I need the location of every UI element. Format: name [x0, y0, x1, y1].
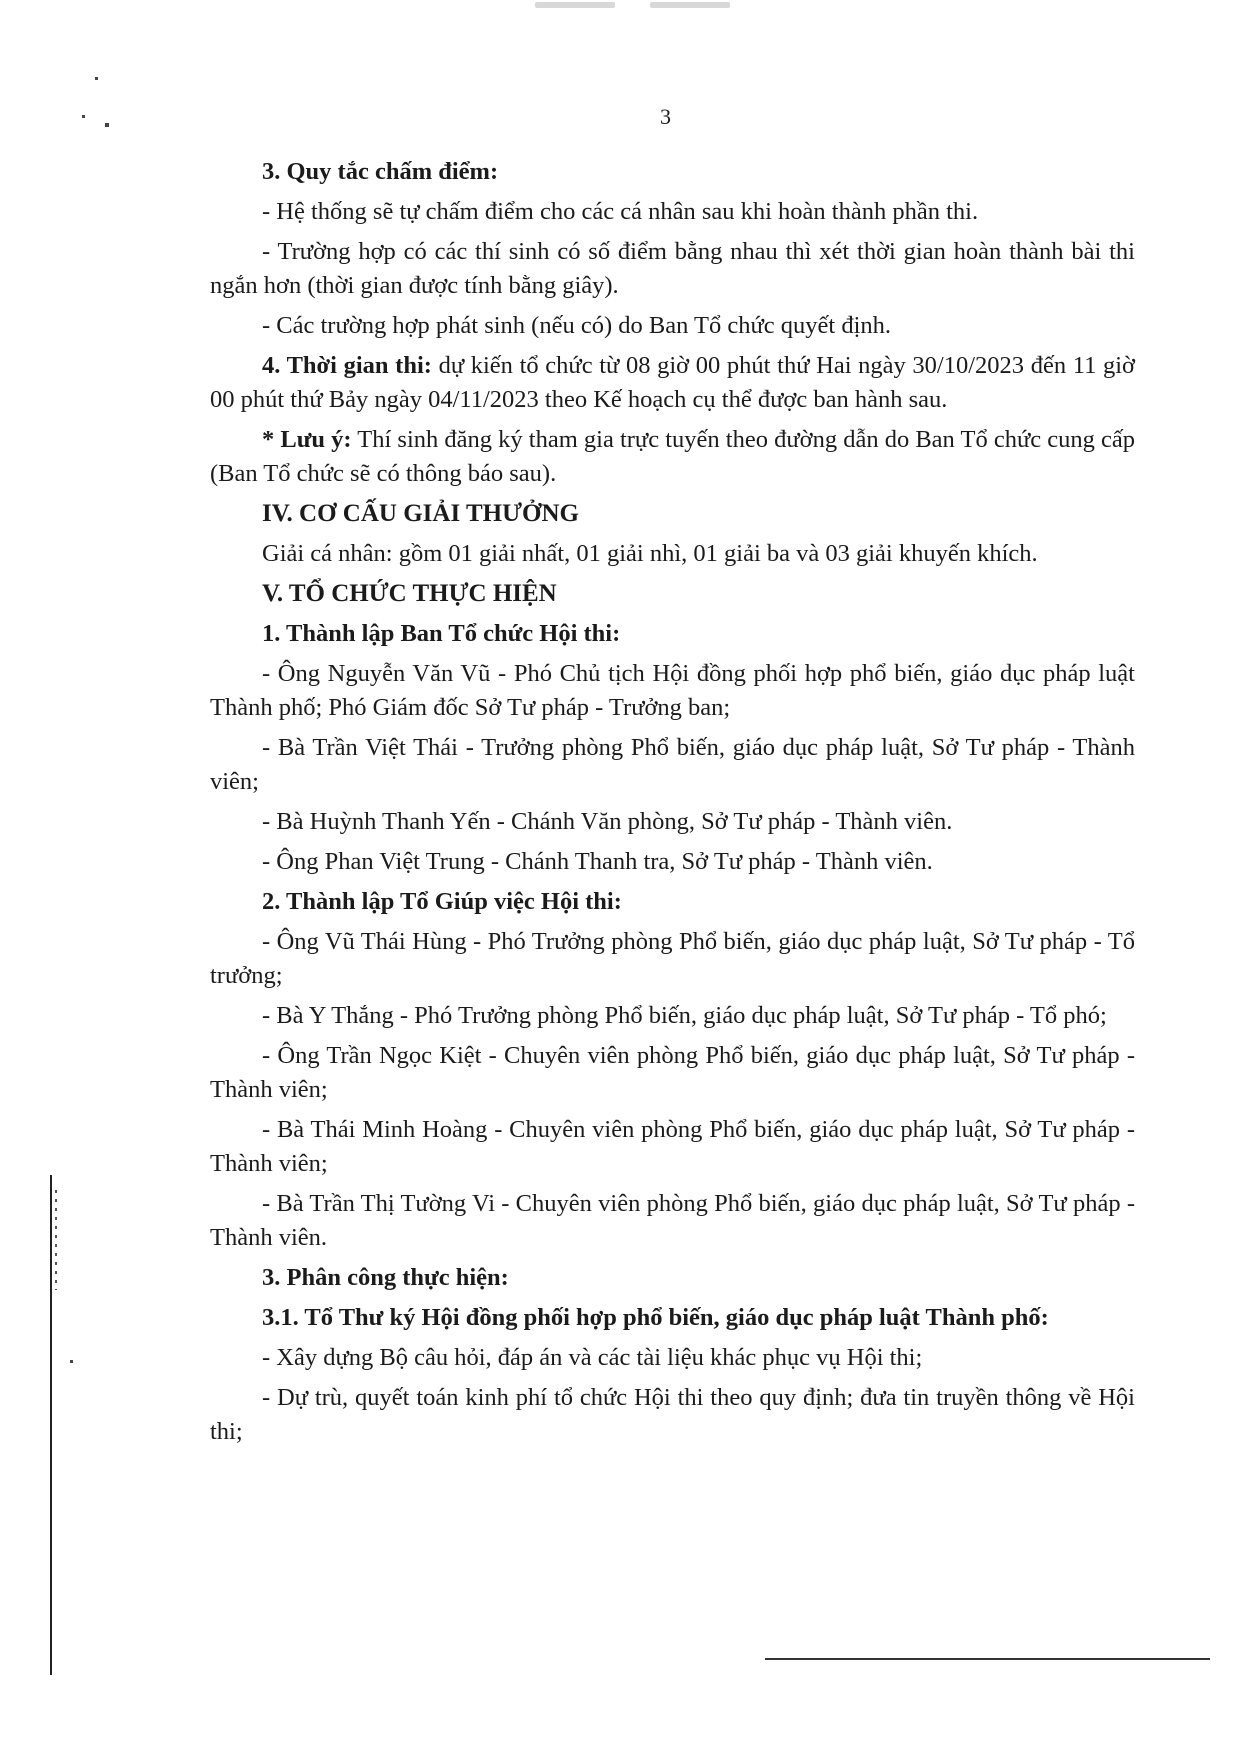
paragraph-text: - Ông Nguyễn Văn Vũ - Phó Chủ tịch Hội đồng phối hợp phổ biến, giáo dục pháp luật Thành phố; Phó Giám đốc Sở Tư pháp - Trưởng ban; [210, 660, 1135, 721]
heading-text: 3. Quy tắc chấm điểm: [262, 158, 499, 185]
paragraph-text: - Bà Trần Thị Tường Vi - Chuyên viên phòng Phổ biến, giáo dục pháp luật, Sở Tư pháp - Thành viên. [210, 1190, 1135, 1251]
left-margin-line [50, 1175, 52, 1675]
lead-label: 4. Thời gian thi: [262, 352, 432, 379]
paragraph-text: - Ông Vũ Thái Hùng - Phó Trưởng phòng Phổ biến, giáo dục pháp luật, Sở Tư pháp - Tổ trưởng; [210, 928, 1135, 989]
paragraph-text: Thí sinh đăng ký tham gia trực tuyến theo đường dẫn do Ban Tổ chức cung cấp (Ban Tổ chức sẽ có thông báo sau). [210, 426, 1135, 487]
scan-smudge [650, 2, 730, 8]
paragraph-text: - Hệ thống sẽ tự chấm điểm cho các cá nhân sau khi hoàn thành phần thi. [262, 198, 979, 225]
paragraph-text: - Bà Huỳnh Thanh Yến - Chánh Văn phòng, Sở Tư pháp - Thành viên. [262, 808, 953, 835]
paragraph [210, 349, 1135, 417]
paragraph [210, 999, 1135, 1033]
heading-text: 3. Phân công thực hiện: [262, 1264, 509, 1291]
section-heading [210, 155, 1135, 189]
paragraph-text: - Bà Trần Việt Thái - Trưởng phòng Phổ biến, giáo dục pháp luật, Sở Tư pháp - Thành viên; [210, 734, 1135, 795]
heading-text: 3.1. Tổ Thư ký Hội đồng phối hợp phổ biến, giáo dục pháp luật Thành phố: [262, 1304, 1049, 1331]
paragraph-text: dự kiến tổ chức từ 08 giờ 00 phút thứ Hai ngày 30/10/2023 đến 11 giờ 00 phút thứ Bảy ngày 04/11/2023 theo Kế hoạch cụ thể được ban hành sau. [210, 352, 1135, 413]
paragraph [210, 537, 1135, 571]
scan-smudge [535, 2, 615, 8]
paragraph [210, 845, 1135, 879]
paragraph [210, 1113, 1135, 1181]
paragraph-text: - Bà Thái Minh Hoàng - Chuyên viên phòng Phổ biến, giáo dục pháp luật, Sở Tư pháp - Thành viên; [210, 1116, 1135, 1177]
paragraph [210, 1381, 1135, 1449]
paragraph-text: - Xây dựng Bộ câu hỏi, đáp án và các tài liệu khác phục vụ Hội thi; [262, 1344, 923, 1371]
paragraph [210, 925, 1135, 993]
scan-dot [70, 1360, 73, 1363]
part-heading [210, 497, 1135, 531]
paragraph-text: - Dự trù, quyết toán kinh phí tổ chức Hội thi theo quy định; đưa tin truyền thông về Hội thi; [210, 1384, 1135, 1445]
lead-label: * Lưu ý: [262, 426, 352, 453]
scan-dot [105, 123, 109, 127]
paragraph-text: Giải cá nhân: gồm 01 giải nhất, 01 giải nhì, 01 giải ba và 03 giải khuyến khích. [262, 540, 1038, 567]
paragraph-text: - Ông Trần Ngọc Kiệt - Chuyên viên phòng Phổ biến, giáo dục pháp luật, Sở Tư pháp - Thành viên; [210, 1042, 1135, 1103]
paragraph-text: - Bà Y Thắng - Phó Trưởng phòng Phổ biến, giáo dục pháp luật, Sở Tư pháp - Tổ phó; [262, 1002, 1107, 1029]
paragraph [210, 805, 1135, 839]
paragraph [210, 235, 1135, 303]
paragraph [210, 1039, 1135, 1107]
paragraph [210, 309, 1135, 343]
section-heading [210, 1301, 1135, 1335]
page-number: 3 [660, 104, 671, 129]
scan-dot [82, 115, 85, 118]
paragraph-text: - Trường hợp có các thí sinh có số điểm bằng nhau thì xét thời gian hoàn thành bài thi ngắn hơn (thời gian được tính bằng giây). [210, 238, 1135, 299]
heading-text: 1. Thành lập Ban Tổ chức Hội thi: [262, 620, 621, 647]
paragraph [210, 423, 1135, 491]
part-heading [210, 577, 1135, 611]
paragraph [210, 1341, 1135, 1375]
heading-text: 2. Thành lập Tổ Giúp việc Hội thi: [262, 888, 622, 915]
part-heading-text: IV. CƠ CẤU GIẢI THƯỞNG [262, 500, 579, 527]
paragraph-text: - Ông Phan Việt Trung - Chánh Thanh tra, Sở Tư pháp - Thành viên. [262, 848, 933, 875]
left-margin-dots [55, 1190, 57, 1290]
footer-rule [765, 1658, 1210, 1660]
paragraph [210, 1187, 1135, 1255]
document-body [210, 155, 1135, 1455]
paragraph-text: - Các trường hợp phát sinh (nếu có) do Ban Tổ chức quyết định. [262, 312, 891, 339]
paragraph [210, 195, 1135, 229]
part-heading-text: V. TỔ CHỨC THỰC HIỆN [262, 580, 557, 607]
scan-dot [95, 77, 98, 80]
section-heading [210, 1261, 1135, 1295]
paragraph [210, 657, 1135, 725]
section-heading [210, 885, 1135, 919]
section-heading [210, 617, 1135, 651]
paragraph [210, 731, 1135, 799]
